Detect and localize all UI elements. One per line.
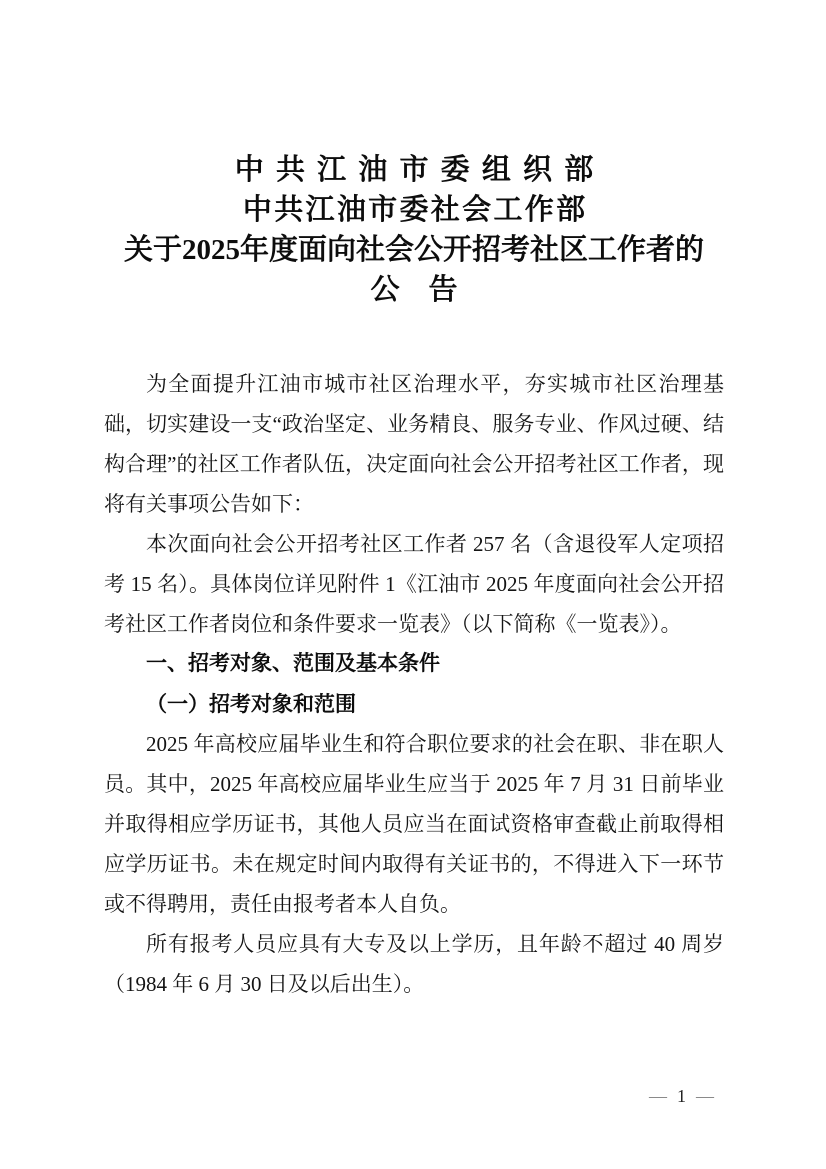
title-announcement-word: 公 告 (370, 274, 458, 306)
title-issuer-social-work-dept: 中共江油市委社会工作部 (242, 194, 588, 226)
paragraph-intro: 为全面提升江油市城市社区治理水平，夯实城市社区治理基础，切实建设一支“政治坚定、业务精良、服务专业、作风过硬、结构合理”的社区工作者队伍，决定面向社会公开招考社区工作者，现将有关事项公告如下： (104, 372, 724, 516)
document-title-block (104, 150, 724, 310)
document-content (104, 150, 724, 1004)
page-number-value: 1 (677, 1086, 686, 1106)
page-number-dash-left: — (649, 1086, 667, 1106)
document-body (104, 364, 724, 1004)
title-issuer-org-dept: 中共江油市委组织部 (234, 154, 606, 186)
paragraph-eligibility-scope: 2025 年高校应届毕业生和符合职位要求的社会在职、非在职人员。其中，2025 年高校应届毕业生应当于 2025 年 7 月 31 日前毕业并取得相应学历证书，其他人员应当在面试资格审查截止前取得相应学历证书。未在规定时间内取得有关证书的，不得进入下一环节或不得聘用，责任由报考者本人自负。 (104, 732, 724, 916)
paragraph-age-education-requirement: 所有报考人员应具有大专及以上学历，且年龄不超过 40 周岁（1984 年 6 月 30 日及以后出生）。 (104, 932, 724, 996)
paragraph-recruit-count: 本次面向社会公开招考社区工作者 257 名（含退役军人定项招考 15 名）。具体岗位详见附件 1《江油市 2025 年度面向社会公开招考社区工作者岗位和条件要求一览表》（以下简称《一览表》）。 (104, 532, 724, 636)
page-number (639, 1084, 724, 1108)
subsection-heading-1-1: （一）招考对象和范围 (146, 692, 356, 716)
section-heading-1: 一、招考对象、范围及基本条件 (146, 652, 440, 675)
title-subject-line: 关于2025年度面向社会公开招考社区工作者的 (123, 234, 704, 266)
page-number-dash-right: — (696, 1086, 714, 1106)
